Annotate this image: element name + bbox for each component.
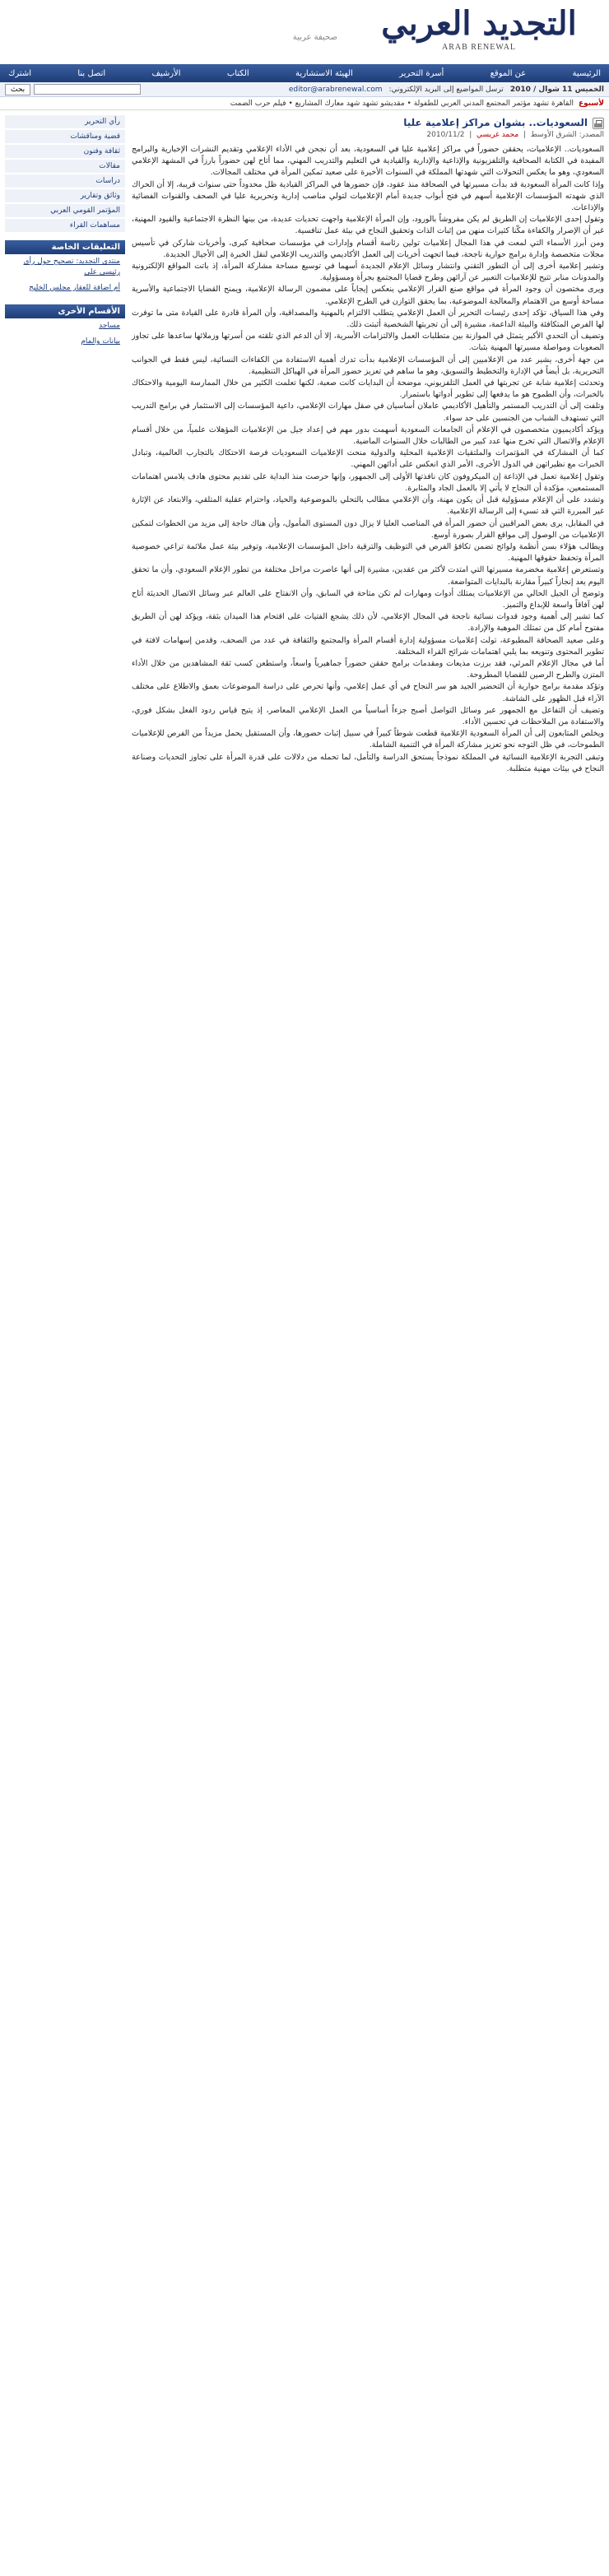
article-title: السعوديات.. بشوان مراكز إعلامية عليا	[403, 117, 588, 128]
content-area	[0, 110, 609, 775]
site-header	[0, 0, 609, 64]
sidebar-menu-item[interactable]: رأي التحرير	[5, 115, 125, 128]
article-paragraph: وإذا كانت المرأة السعودية قد بدأت مسيرتها في الصحافة منذ عقود، فإن حضورها في المراكز القيادية ظل محدوداً حتى سنوات قريبة، إلا أن الحراك الذي شهدته المؤسسات الإعلامية أسهم في فتح أبواب جديدة أمام الإعلاميات لتولي مناصب إدارية وتحريرية عليا في الصحف والقنوات الفضائية والإذاعات.	[132, 179, 604, 213]
article-paragraph: وتشير إعلامية أخرى إلى أن التطور التقني وانتشار وسائل الإعلام الجديدة أسهما في توسيع مساحة مشاركة المرأة، إذ باتت المواقع الإلكترونية والمدونات منابر تتيح للإعلاميات التعبير عن آرائهن وطرح قضايا المجتمع بجرأة ومسؤولية.	[132, 262, 604, 283]
article-paragraph: ويطالب هؤلاء بسن أنظمة ولوائح تضمن تكافؤ الفرص في التوظيف والترقية داخل المؤسسات الإعلامية، وتوفير بيئة عمل ملائمة تراعي خصوصية المرأة وتحفظ حقوقها المهنية.	[132, 541, 604, 564]
nav-editorial[interactable]: أسرة التحرير	[399, 68, 444, 78]
article-paragraph: وعلى صعيد الصحافة المطبوعة، تولت إعلاميات مسؤولية إدارة أقسام المرأة والمجتمع والثقافة في عدد من الصحف، وقدمن إسهامات لافتة في تطوير المحتوى وتنويعه بما يلبي اهتمامات شرائح القراء المختلفة.	[132, 635, 604, 657]
site-logo[interactable]	[356, 5, 602, 59]
article-date: 2010/11/2	[426, 131, 465, 139]
sidebar-menu-item[interactable]: دراسات	[5, 174, 125, 188]
latest-heading: الأقسام الأخرى	[5, 304, 125, 318]
info-bar	[0, 82, 609, 97]
editor-email-link[interactable]: editor@arabrenewal.com	[288, 85, 383, 94]
submit-notice: ترسل المواضيع إلى البريد الإلكتروني:	[388, 85, 504, 94]
article-header	[132, 117, 604, 129]
ticker-items[interactable]: القاهرة تشهد مؤتمر المجتمع المدني العربي للطفولة • مقديشو تشهد شهد معارك المشاريع • فيلم حرب الضمت	[230, 99, 574, 108]
article-paragraph: ويخلص المتابعون إلى أن المرأة السعودية الإعلامية قطعت شوطاً كبيراً في سبيل إثبات حضورها، وأن المستقبل يحمل مزيداً من الفرص للإعلاميات الطموحات، في ظل التوجه نحو تعزيز مشاركة المرأة في التنمية الشاملة.	[132, 729, 604, 750]
article-paragraph: كما تشير إلى أهمية وجود قدوات نسائية ناجحة في المجال الإعلامي، لأن ذلك يشجع الفتيات على اقتحام هذا الميدان بثقة، ويؤكد لهن أن الطريق مفتوح أمام كل من تمتلك الموهبة والإرادة.	[132, 612, 604, 634]
comments-heading: التعليقات الخاصة	[5, 240, 125, 254]
article-body	[132, 144, 604, 775]
nav-writers[interactable]: الكتاب	[226, 68, 249, 78]
article-paragraph: وفي هذا السياق، تؤكد إحدى رئيسات التحرير أن العمل الإعلامي يتطلب الالتزام بالمهنية والمصداقية، وأن المرأة قادرة على القيادة متى ما توفرت لها الفرص المتكافئة والبيئة الداعمة، مشيرة إلى أن تجربتها الشخصية أثبتت ذلك.	[132, 308, 604, 330]
article-paragraph: وتوضح أن الجيل الحالي من الإعلاميات يمتلك أدوات ومهارات لم تكن متاحة في السابق، وأن الانفتاح على العالم عبر وسائل الاتصال الحديثة أتاح لهن آفاقاً واسعة للإبداع والتميز.	[132, 588, 604, 610]
search-button[interactable]: بحث	[5, 84, 30, 95]
article-paragraph: في المقابل، يرى بعض المراقبين أن حضور المرأة في المناصب العليا لا يزال دون المستوى المأمول، وأن هناك حاجة إلى مزيد من الخطوات لتمكين الإعلاميات من الوصول إلى مواقع القرار بصورة أوسع.	[132, 518, 604, 540]
article-paragraph: كما أن المشاركة في المؤتمرات والملتقيات الإعلامية المحلية والدولية منحت الإعلاميات السعوديات فرصة الاحتكاك بالتجارب العالمية، وتبادل الخبرات مع نظيراتهن في الدول الأخرى، الأمر الذي انعكس على أدائهن المهني.	[132, 448, 604, 470]
news-ticker	[0, 97, 609, 110]
article-paragraph: وتحدثت إعلامية شابة عن تجربتها في العمل التلفزيوني، موضحة أن البدايات كانت صعبة، لكنها تعلمت الكثير من خلال الممارسة اليومية والاحتكاك بالخبرات، وأن الطموح هو ما يدفعها إلى تطوير أدواتها باستمرار.	[132, 378, 604, 400]
article-paragraph: من جهة أخرى، يشير عدد من الإعلاميين إلى أن المؤسسات الإعلامية بدأت تدرك أهمية الاستفادة من الكفاءات النسائية، ليس فقط في الجوانب التحريرية، بل أيضاً في الإدارة والتخطيط والتسويق، وهو ما ساهم في تعزيز حضور المرأة في الهياكل التنظيمية.	[132, 355, 604, 376]
article-paragraph: وتبقى التجربة الإعلامية النسائية في المملكة نموذجاً يستحق الدراسة والتأمل، لما تحمله من دلالات على قدرة المرأة على تجاوز التحديات وصناعة النجاح في بيئات مهنية متطلبة.	[132, 752, 604, 773]
article-paragraph: وتقول إعلامية تعمل في الإذاعة إن الميكروفون كان نافذتها الأولى إلى الجمهور، وإنها حرصت منذ البداية على تقديم محتوى هادف يلامس اهتمامات المستمعين، مؤكدة أن النجاح لا يأتي إلا بالعمل الجاد والمثابرة.	[132, 471, 604, 493]
sidebar	[5, 115, 125, 775]
article-paragraph: وتشدد على أن الإعلام مسؤولية قبل أن يكون مهنة، وأن الإعلامي مطالب بالتحلي بالموضوعية والحياد، واحترام عقلية المتلقي، والابتعاد عن الإثارة غير المبررة التي قد تسيء إلى الرسالة الإعلامية.	[132, 495, 604, 517]
search-input[interactable]	[34, 84, 141, 95]
article-author[interactable]: محمد غريسي	[477, 131, 519, 139]
article-column	[132, 115, 604, 775]
article-paragraph: السعوديات.. الإعلاميات، يحققن حضوراً في مراكز إعلامية عليا في السعودية، بعد أن نجحن في الأداء الإعلامي وتقديم النشرات الإخبارية والبرامج المفيدة في الكتابة الصحافية والتلفزيونية والإذاعية والإدارية والقيادية في التعليم والتدريب المهني، مما أتاح لهن حضوراً بارزاً في المشهد الإعلامي السعودي، وهو ما يعكس التحولات التي شهدتها المملكة في السنوات الأخيرة على صعيد تمكين المرأة في مختلف المجالات.	[132, 145, 604, 178]
nav-about[interactable]: عن الموقع	[490, 68, 527, 78]
current-date: الخميس 11 شوال / 2010	[509, 85, 604, 94]
article-paragraph: ومن أبرز الأسماء التي لمعت في هذا المجال إعلاميات تولين رئاسة أقسام وإدارات في مؤسسات صحافية كبرى، وأخريات شاركن في تأسيس مجلات متخصصة وإدارة برامج حوارية ناجحة، فيما اتجهت أخريات إلى العمل الأكاديمي والتدريب الإعلامي لنقل الخبرة إلى الأجيال الجديدة.	[132, 238, 604, 259]
main-nav	[0, 64, 609, 82]
site-tagline: صحيفة عربية	[292, 33, 337, 42]
sidebar-menu-item[interactable]: المؤتمر القومي العربي	[5, 204, 125, 217]
sidebar-latest-link[interactable]: بيانات والمام	[81, 337, 120, 346]
sidebar-menu-item[interactable]: ثقافة وفنون	[5, 145, 125, 158]
article-paragraph: وتقول إحدى الإعلاميات إن الطريق لم يكن مفروشاً بالورود، وإن المرأة الإعلامية واجهت تحديات عديدة، من بينها النظرة الاجتماعية والقيود المهنية، غير أن الإصرار والكفاءة مكّنا كثيرات منهن من إثبات الذات وتحقيق النجاح في بيئة عمل تنافسية.	[132, 215, 604, 236]
article-paragraph: ويرى مختصون أن وجود المرأة في مواقع صنع القرار الإعلامي ينعكس إيجاباً على مضمون الرسالة الإعلامية، ويمنح القضايا الاجتماعية والأسرية مساحة أوسع من الاهتمام والمعالجة الموضوعية، بما يحقق التوازن في الطرح الإعلامي.	[132, 285, 604, 306]
article-source: المصدر: الشرق الأوسط	[530, 131, 604, 139]
sidebar-menu-item[interactable]: مقالات	[5, 160, 125, 173]
article-meta: المصدر: الشرق الأوسط | محمد غريسي | 2010/11/2	[426, 131, 604, 139]
nav-archive[interactable]: الأرشيف	[151, 68, 181, 78]
sidebar-menu-item[interactable]: مساهمات القراء	[5, 219, 125, 232]
article-paragraph: وتضيف أن التحدي الأكبر يتمثل في الموازنة بين متطلبات العمل والالتزامات الأسرية، إلا أن الدعم الذي تلقته من أسرتها وزملائها ساعدها على تجاوز الصعوبات ومواصلة مسيرتها المهنية بثبات.	[132, 332, 604, 353]
print-icon[interactable]	[593, 118, 604, 129]
nav-advisory[interactable]: الهيئة الاستشارية	[295, 68, 353, 78]
sidebar-latest	[5, 304, 125, 350]
sidebar-comments	[5, 240, 125, 296]
sidebar-latest-link[interactable]: مساجد	[99, 322, 120, 330]
ticker-label: لأسبوع	[578, 99, 604, 108]
article-paragraph: أما في مجال الإعلام المرئي، فقد برزت مذيعات ومقدمات برامج حققن حضوراً جماهيرياً واسعاً، واستطعن كسب ثقة المشاهدين من خلال الأداء المتزن والطرح الرصين للقضايا المطروحة.	[132, 658, 604, 680]
sidebar-menu-item[interactable]: وثائق وتقارير	[5, 189, 125, 202]
nav-home[interactable]: الرئيسية	[572, 68, 601, 78]
nav-contact[interactable]: اتصل بنا	[77, 68, 106, 78]
sidebar-menu	[5, 115, 125, 232]
article-paragraph: وتلفت إلى أن التدريب المستمر والتأهيل الأكاديمي عاملان أساسيان في صقل مهارات الإعلامي، داعية المؤسسات إلى الاستثمار في برامج التدريب التي تستهدف الشباب من الجنسين على حد سواء.	[132, 401, 604, 423]
logo-arabic: التجديد العربي	[381, 4, 577, 43]
article-paragraph: وتضيف أن التفاعل مع الجمهور عبر وسائل التواصل أصبح جزءاً أساسياً من العمل الإعلامي المعاصر، إذ يتيح قياس ردود الفعل بشكل فوري، والاستفادة من الملاحظات في تحسين الأداء.	[132, 705, 604, 726]
sidebar-comment-link[interactable]: أم اضافة للعقار مجلس الخليج	[29, 284, 120, 292]
article-paragraph: وتؤكد مقدمة برامج حوارية أن التحضير الجيد هو سر النجاح في أي عمل إعلامي، وأنها تحرص على دراسة الموضوعات بعمق والاطلاع على مختلف الآراء قبل الظهور على الشاشة.	[132, 682, 604, 703]
logo-english: ARAB RENEWAL	[441, 43, 517, 52]
article-paragraph: ويؤكد أكاديميون متخصصون في الإعلام أن الجامعات السعودية أسهمت بدور مهم في إعداد جيل من الإعلاميات المؤهلات علمياً، من خلال أقسام الإعلام والاتصال التي تخرج منها عدد كبير من الطالبات خلال السنوات الماضية.	[132, 425, 604, 447]
nav-subscribe[interactable]: اشترك	[8, 68, 32, 78]
article-paragraph: وتستعرض إعلامية مخضرمة مسيرتها التي امتدت لأكثر من عقدين، مشيرة إلى أنها عاصرت مراحل مختلفة من تطور الإعلام السعودي، وأن ما تحقق اليوم يعد إنجازاً كبيراً مقارنة بالبدايات المتواضعة.	[132, 565, 604, 587]
sidebar-comment-link[interactable]: منتدى التجديد: تصحيح حول رأي رئيسي على	[23, 258, 120, 276]
sidebar-menu-item[interactable]: قضية ومناقشات	[5, 130, 125, 143]
search-area	[5, 84, 141, 95]
